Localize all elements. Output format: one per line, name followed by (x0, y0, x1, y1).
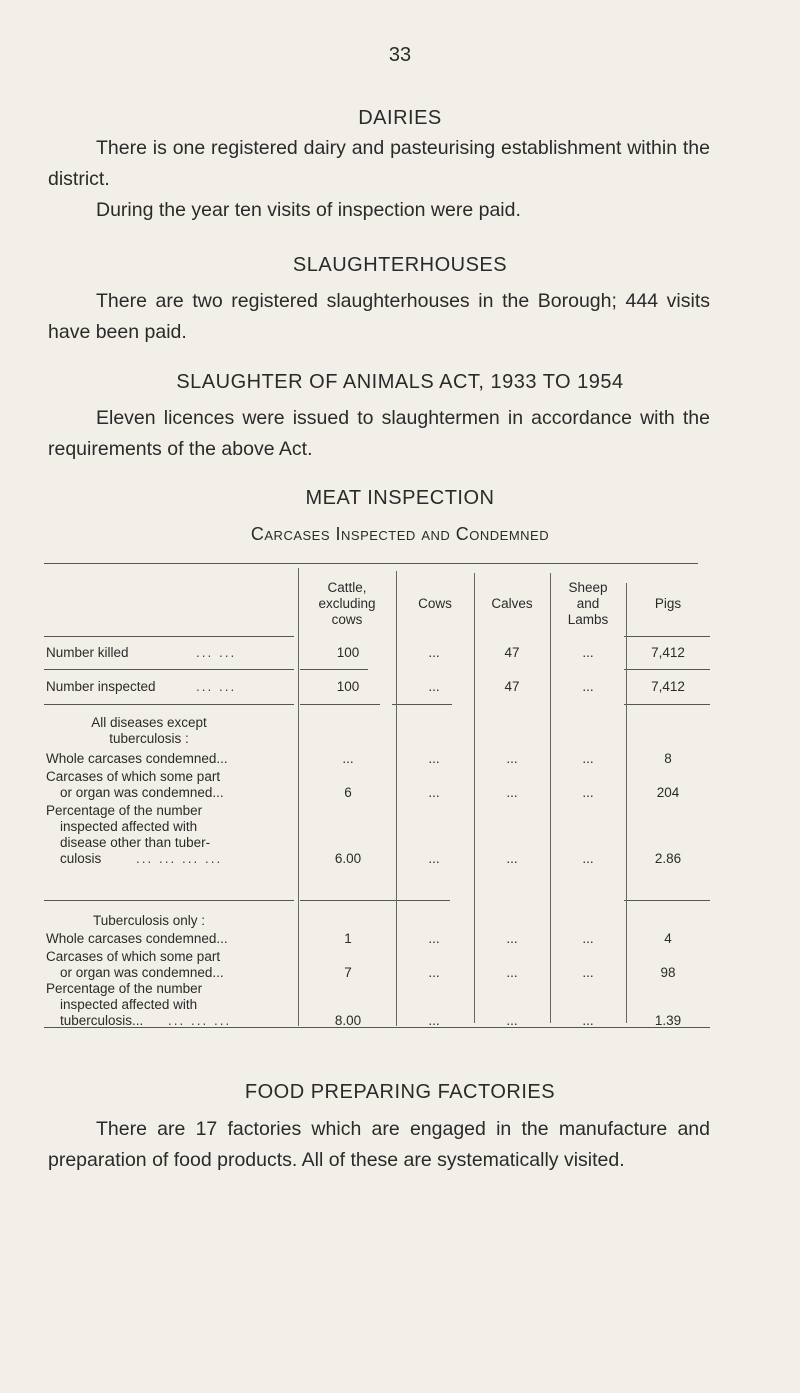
cell: ... (428, 645, 440, 660)
cell: 100 (336, 645, 360, 660)
row-label-all-percentage: Percentage of the number inspected affected with disease other than tuber- culosis ... ... ... ... (46, 803, 223, 866)
cell: ... (582, 965, 594, 980)
dairies-heading: DAIRIES (358, 107, 442, 129)
page-number: 33 (388, 44, 412, 66)
cell: 4 (664, 931, 672, 946)
cell: 47 (504, 679, 520, 694)
cell: ... (506, 931, 518, 946)
cell: ... (582, 645, 594, 660)
dairies-paragraph-1: There is one registered dairy and pasteurising establishment within the district. (48, 137, 710, 190)
cell: 2.86 (654, 851, 682, 866)
cell: ... (506, 965, 518, 980)
cell: ... (582, 751, 594, 766)
cell: 98 (660, 965, 676, 980)
row-label-number-killed: Number killed ... ... (46, 645, 237, 660)
cell: ... (506, 785, 518, 800)
section-label-tuberculosis: Tuberculosis only : (92, 913, 206, 928)
slaughter-act-paragraph: Eleven licences were issued to slaughtermen in accordance with the requirements of the above Act. (48, 407, 710, 460)
row-label-number-inspected: Number inspected ... ... (46, 679, 237, 694)
cell: 100 (336, 679, 360, 694)
row-label-tb-percentage: Percentage of the number inspected affected with tuberculosis... ... ... ... (46, 981, 232, 1028)
cell: ... (506, 851, 518, 866)
cell: 1.39 (654, 1013, 682, 1028)
slaughterhouses-paragraph: There are two registered slaughterhouses in the Borough; 444 visits have been paid. (48, 290, 710, 343)
cell: ... (506, 751, 518, 766)
col-head-cattle: Cattle, excluding cows (318, 580, 376, 627)
section-label-all-diseases: All diseases except tuberculosis : (91, 715, 207, 746)
cell: 8 (664, 751, 672, 766)
col-head-pigs: Pigs (654, 596, 682, 611)
cell: 6.00 (334, 851, 362, 866)
cell: ... (582, 1013, 594, 1028)
food-factories-paragraph: There are 17 factories which are engaged in the manufacture and preparation of food products. All of these are systematically visited. (48, 1118, 710, 1171)
cell: 1 (344, 931, 352, 946)
col-head-cows: Cows (418, 596, 452, 611)
cell: 7,412 (651, 645, 685, 660)
slaughterhouses-heading: SLAUGHTERHOUSES (292, 254, 508, 276)
row-label-tb-part: Carcases of which some part or organ was condemned... (46, 949, 224, 980)
cell: ... (428, 785, 440, 800)
meat-inspection-subheading: Carcases Inspected and Condemned (250, 524, 550, 544)
cell: ... (342, 751, 354, 766)
cell: ... (428, 1013, 440, 1028)
cell: ... (582, 785, 594, 800)
cell: ... (428, 751, 440, 766)
row-label-all-part: Carcases of which some part or organ was condemned... (46, 769, 224, 800)
cell: ... (506, 1013, 518, 1028)
cell: ... (582, 931, 594, 946)
cell: 7,412 (651, 679, 685, 694)
cell: ... (428, 965, 440, 980)
dairies-paragraph-2: During the year ten visits of inspection were paid. (96, 199, 521, 221)
cell: 6 (344, 785, 352, 800)
meat-inspection-heading: MEAT INSPECTION (305, 487, 495, 509)
cell: ... (428, 851, 440, 866)
col-head-calves: Calves (491, 596, 533, 611)
cell: 8.00 (334, 1013, 362, 1028)
cell: 204 (656, 785, 680, 800)
cell: ... (428, 931, 440, 946)
col-head-sheep: Sheep and Lambs (567, 580, 609, 627)
cell: ... (582, 851, 594, 866)
row-label-all-whole: Whole carcases condemned... (46, 751, 228, 766)
cell: ... (428, 679, 440, 694)
cell: ... (582, 679, 594, 694)
carcases-table (44, 563, 710, 1031)
slaughter-act-heading: SLAUGHTER OF ANIMALS ACT, 1933 TO 1954 (176, 371, 624, 393)
row-label-tb-whole: Whole carcases condemned... (46, 931, 228, 946)
cell: 47 (504, 645, 520, 660)
food-factories-heading: FOOD PREPARING FACTORIES (244, 1081, 556, 1103)
cell: 7 (344, 965, 352, 980)
